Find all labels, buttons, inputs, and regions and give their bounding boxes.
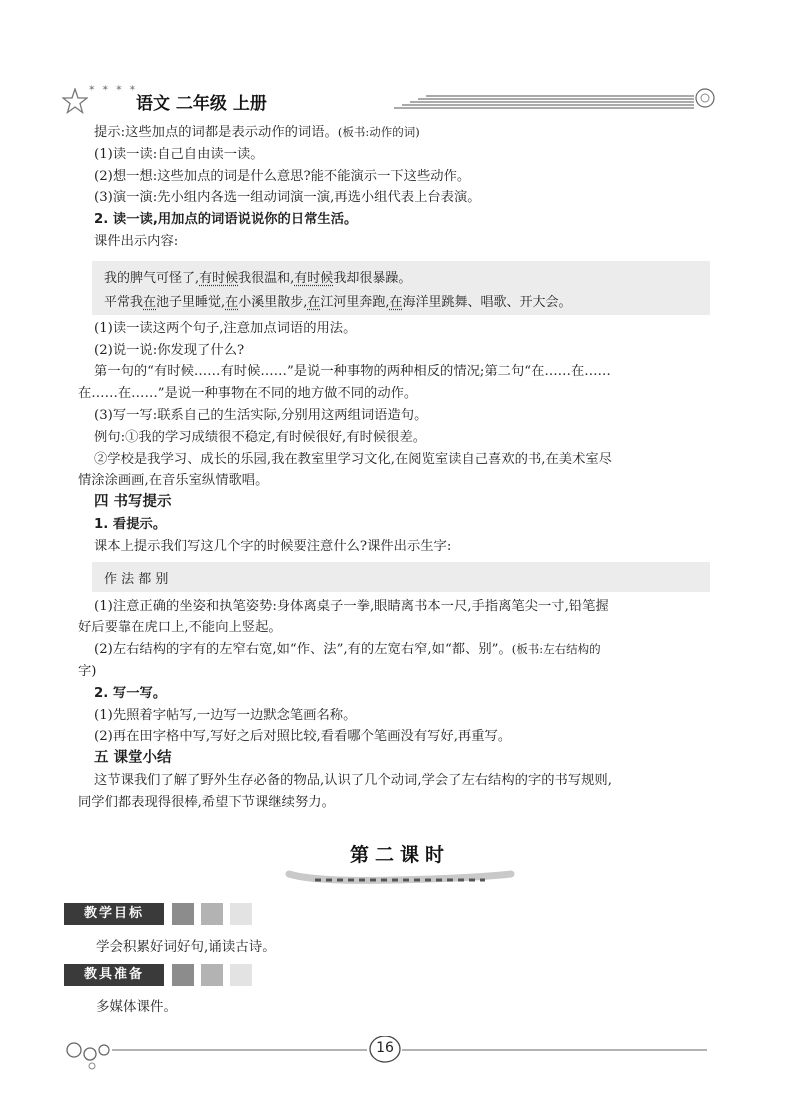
decorative-square (201, 903, 223, 925)
text-line: (1)先照着字帖写,一边写一边默念笔画名称。 (94, 707, 357, 723)
practice-characters: 作 法 都 别 (104, 572, 169, 587)
text-line: 同学们都表现得很棒,希望下节课继续努力。 (78, 794, 335, 810)
decorative-square (230, 903, 252, 925)
board-note: (板书:动作的词) (337, 125, 420, 139)
teaching-goal-text: 学会积累好词好句,诵读古诗。 (96, 939, 276, 955)
header-decoration-dots: ✶✶✶✶ (88, 84, 143, 94)
section-heading: 四 书写提示 (94, 494, 172, 511)
text-line: (1)注意正确的坐姿和执笔姿势:身体离桌子一拳,眼睛离书本一尺,手指离笔尖一寸,铅笔握 (94, 598, 609, 614)
text-line: 这节课我们了解了野外生存必备的物品,认识了几个动词,学会了左右结构的字的书写规则, (94, 772, 612, 788)
step-heading: 1. 看提示。 (94, 516, 167, 532)
text-line: 字) (78, 663, 97, 679)
example-sentence: 平常我在池子里睡觉,在小溪里散步,在江河里奔跑,在海洋里跳舞、唱歌、开大会。 (104, 295, 572, 310)
text-line: ②学校是我学习、成长的乐园,我在教室里学习文化,在阅览室读自己喜欢的书,在美术室尽 (94, 451, 612, 467)
text-line: 课本上提示我们写这几个字的时候要注意什么?课件出示生字: (94, 538, 452, 554)
decorative-square (172, 903, 194, 925)
lesson-content (78, 122, 722, 814)
teaching-aids-label: 教具准备 (64, 964, 164, 986)
header-decoration-lines (394, 84, 724, 114)
decorative-square (230, 964, 252, 986)
text-line: 好后要靠在虎口上,不能向上竖起。 (78, 620, 282, 636)
lesson-title: 第二课时 (349, 844, 450, 866)
page-number: 16 (376, 1040, 394, 1056)
text-line: (3)写一写:联系自己的生活实际,分别用这两组词语造句。 (94, 407, 428, 423)
lesson-banner (0, 840, 800, 867)
step-heading: 2. 写一写。 (94, 685, 167, 701)
text-line: (2)想一想:这些加点的词是什么意思?能不能演示一下这些动作。 (94, 168, 471, 184)
teaching-aids-text: 多媒体课件。 (96, 999, 177, 1015)
decorative-square (201, 964, 223, 986)
text-line: 提示:这些加点的词都是表示动作的词语。 (94, 125, 338, 140)
text-line: (1)读一读:自己自由读一读。 (94, 146, 264, 162)
text-line: (3)演一演:先小组内各选一组动词演一演,再选小组代表上台表演。 (94, 190, 481, 206)
teaching-goal-label: 教学目标 (64, 903, 164, 925)
star-icon (62, 88, 88, 114)
section-heading: 五 课堂小结 (94, 750, 172, 767)
text-line: 例句:①我的学习成绩很不稳定,有时候很好,有时候很差。 (94, 429, 427, 445)
decorative-square (172, 964, 194, 986)
text-line: 情涂涂画画,在音乐室纵情歌唱。 (78, 473, 269, 489)
text-line: 第一句的“有时候……有时候……”是说一种事物的两种相反的情况;第二句“在……在…… (94, 364, 611, 380)
board-note: (板书:左右结构的 (511, 642, 601, 657)
text-line: 课件出示内容: (94, 233, 179, 249)
step-heading: 2. 读一读,用加点的词语说说你的日常生活。 (94, 212, 358, 228)
text-line: (2)左右结构的字有的左窄右宽,如“作、法”,有的左宽右窄,如“都、别”。 (94, 642, 512, 658)
text-line: 在……在……”是说一种事物在不同的地方做不同的动作。 (78, 386, 418, 402)
text-line: (1)读一读这两个句子,注意加点词语的用法。 (94, 320, 357, 336)
header-title: 语文 二年级 上册 (136, 94, 267, 114)
text-line: (2)说一说:你发现了什么? (94, 342, 245, 358)
example-sentence: 我的脾气可怪了,有时候我很温和,有时候我却很暴躁。 (104, 271, 412, 286)
banner-decoration (285, 868, 515, 892)
text-line: (2)再在田字格中写,写好之后对照比较,看看哪个笔画没有写好,再重写。 (94, 729, 512, 745)
